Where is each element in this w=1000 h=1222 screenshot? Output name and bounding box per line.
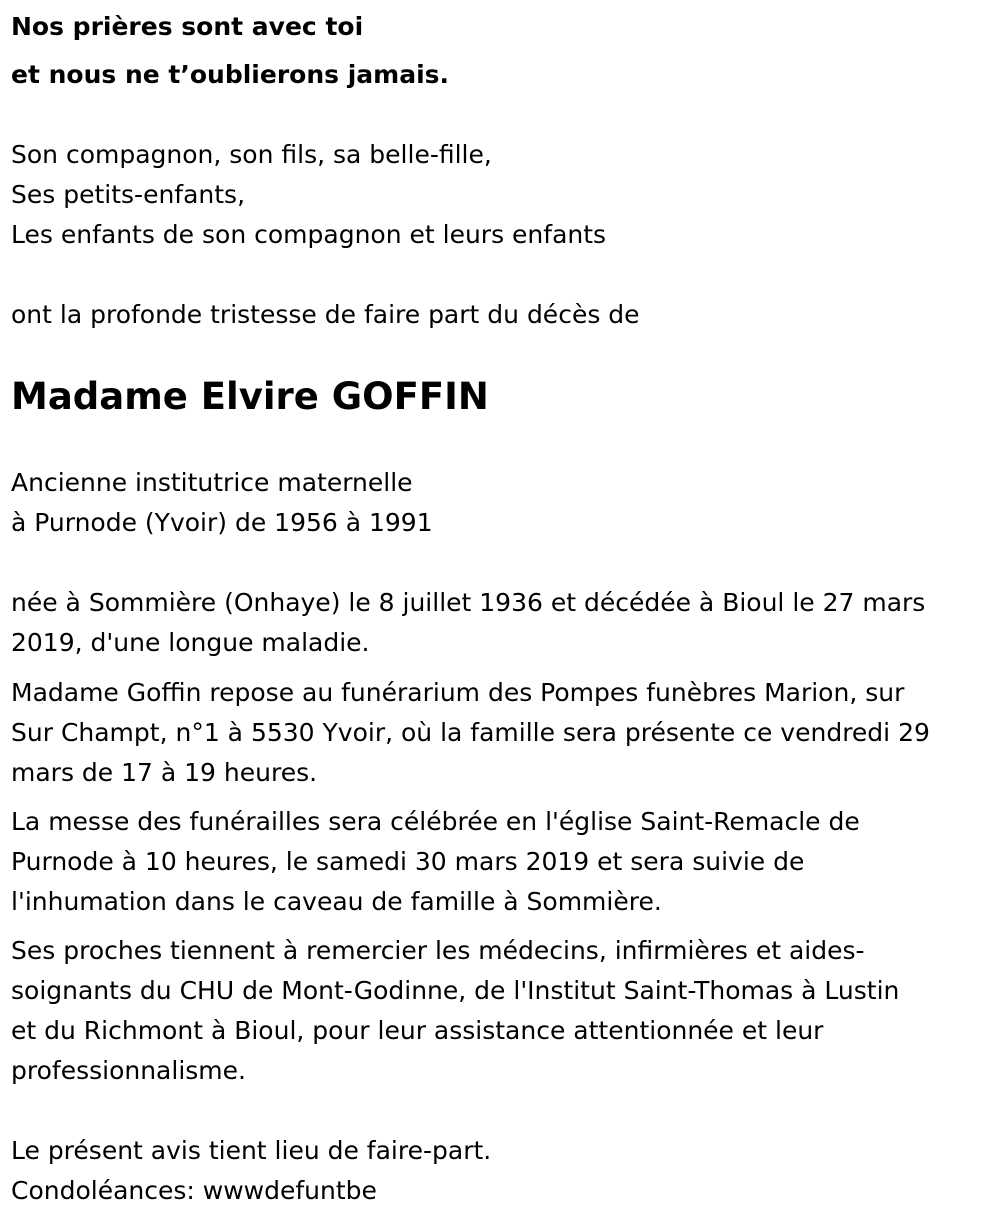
- visitation-line-3: mars de 17 à 19 heures.: [11, 758, 318, 787]
- deceased-name: Madame Elvire GOFFIN: [11, 375, 489, 418]
- thanks-line-2: soignants du CHU de Mont-Godinne, de l'Institut Saint-Thomas à Lustin: [11, 976, 900, 1005]
- birth-death-line-2: 2019, d'une longue maladie.: [11, 628, 370, 657]
- thanks-line-1: Ses proches tiennent à remercier les médecins, infirmières et aides-: [11, 936, 865, 965]
- occupation-line-1: Ancienne institutrice maternelle: [11, 468, 413, 497]
- family-line-2: Ses petits-enfants,: [11, 180, 246, 209]
- funeral-line-2: Purnode à 10 heures, le samedi 30 mars 2019 et sera suivie de: [11, 847, 805, 876]
- faire-part-notice: Le présent avis tient lieu de faire-part.: [11, 1136, 492, 1165]
- funeral-line-3: l'inhumation dans le caveau de famille à Sommière.: [11, 887, 662, 916]
- thanks-line-3: et du Richmont à Bioul, pour leur assistance attentionnée et leur: [11, 1016, 824, 1045]
- funeral-line-1: La messe des funérailles sera célébrée en l'église Saint-Remacle de: [11, 807, 860, 836]
- announcement-text: ont la profonde tristesse de faire part du décès de: [11, 300, 640, 329]
- verse-line-2: et nous ne t’oublierons jamais.: [11, 60, 450, 89]
- occupation-line-2: à Purnode (Yvoir) de 1956 à 1991: [11, 508, 433, 537]
- visitation-line-1: Madame Goffin repose au funérarium des Pompes funèbres Marion, sur: [11, 678, 905, 707]
- verse-line-1: Nos prières sont avec toi: [11, 12, 364, 41]
- visitation-line-2: Sur Champt, n°1 à 5530 Yvoir, où la famille sera présente ce vendredi 29: [11, 718, 930, 747]
- condolences-text: Condoléances: wwwdefuntbe: [11, 1176, 377, 1205]
- thanks-line-4: professionnalisme.: [11, 1056, 246, 1085]
- family-line-1: Son compagnon, son fils, sa belle-fille,: [11, 140, 492, 169]
- birth-death-line-1: née à Sommière (Onhaye) le 8 juillet 1936 et décédée à Bioul le 27 mars: [11, 588, 926, 617]
- family-line-3: Les enfants de son compagnon et leurs enfants: [11, 220, 607, 249]
